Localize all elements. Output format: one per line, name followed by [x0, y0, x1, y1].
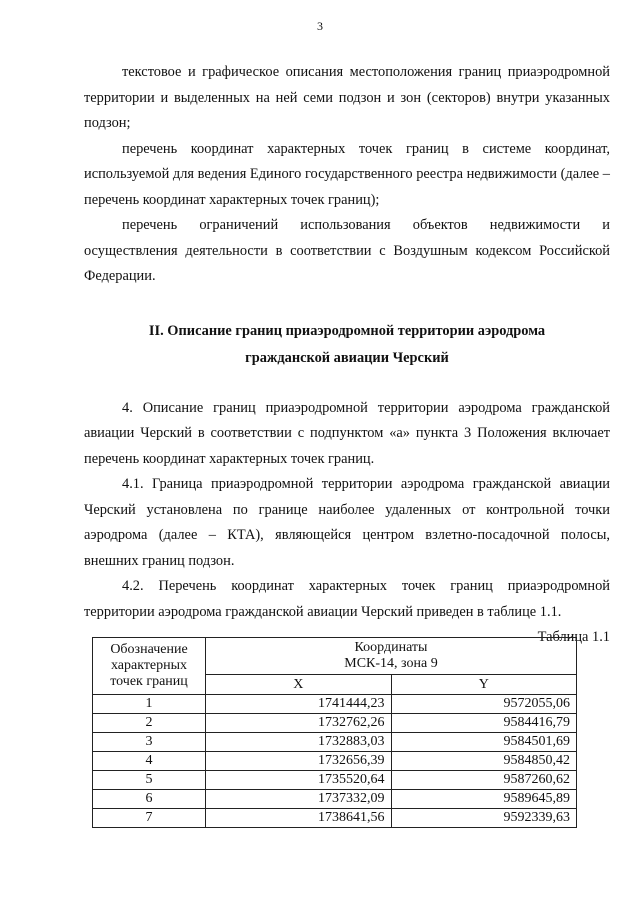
coordinate-x: 1735520,64 [206, 771, 392, 790]
coordinate-y: 9584416,79 [391, 714, 577, 733]
paragraph-text: текстовое и графическое описания местоположения границ приаэродромной территории и выделенных на ней семи подзон и зон (секторов) внутри указанных подзон; [84, 64, 610, 131]
coordinate-x: 1732762,26 [206, 714, 392, 733]
point-number: 2 [93, 714, 206, 733]
table-row [93, 714, 577, 733]
coordinate-y: 9584501,69 [391, 733, 577, 752]
document-body [84, 60, 610, 650]
paragraph-4 [84, 396, 610, 473]
coordinate-y: 9572055,06 [391, 695, 577, 714]
table-row [93, 790, 577, 809]
header-coordinates-system: МСК-14, зона 9 [344, 656, 438, 671]
coordinate-x: 1741444,23 [206, 695, 392, 714]
coordinate-x: 1737332,09 [206, 790, 392, 809]
header-coordinates [206, 638, 577, 675]
paragraph-4-1 [84, 472, 610, 574]
paragraph-text: 4.2. Перечень координат характерных точек границ приаэродромной территории аэродрома гражданской авиации Черский приведен в таблице 1.1. [84, 578, 610, 620]
header-coordinates-title: Координаты [354, 640, 428, 655]
table-caption: Таблица 1.1 [537, 629, 610, 645]
coordinate-y: 9587260,62 [391, 771, 577, 790]
table-row [93, 733, 577, 752]
point-number: 3 [93, 733, 206, 752]
paragraph-4-2 [84, 574, 610, 625]
header-y: Y [391, 675, 577, 695]
table-row [93, 771, 577, 790]
section-heading-line-2: гражданской авиации Черский [245, 349, 449, 366]
page-number: 3 [317, 19, 323, 33]
point-number: 1 [93, 695, 206, 714]
section-heading-line-1: II. Описание границ приаэродромной территории аэродрома [148, 322, 546, 339]
paragraph-text: перечень координат характерных точек границ в системе координат, используемой для ведения Единого государственного реестра недвижимости (далее – перечень координат характерных точек границ); [84, 140, 610, 208]
point-number: 7 [93, 809, 206, 828]
point-number: 6 [93, 790, 206, 809]
coordinate-x: 1738641,56 [206, 809, 392, 828]
coordinate-y: 9584850,42 [391, 752, 577, 771]
paragraph-description [84, 60, 610, 137]
paragraph-text: 4.1. Граница приаэродромной территории аэродрома гражданской авиации Черский установлена по границе наиболее удаленных от контрольной точки аэродрома (далее – КТА), являющейся центром взлетно-посадочной полосы, внешних границ подзон. [84, 476, 610, 569]
table-row [93, 809, 577, 828]
coordinate-x: 1732883,03 [206, 733, 392, 752]
coordinate-y: 9589645,89 [391, 790, 577, 809]
coordinates-table-body [93, 695, 577, 828]
coordinate-y: 9592339,63 [391, 809, 577, 828]
point-number: 4 [93, 752, 206, 771]
paragraph-coordinates-list [84, 137, 610, 214]
header-x: X [206, 675, 392, 695]
paragraph-text: перечень ограничений использования объектов недвижимости и осуществления деятельности в соответствии с Воздушным кодексом Российской Федерации. [84, 217, 610, 284]
table-row [93, 695, 577, 714]
coordinate-x: 1732656,39 [206, 752, 392, 771]
header-point-designation: Обозначение характерных точек границ [93, 638, 206, 695]
point-number: 5 [93, 771, 206, 790]
paragraph-restrictions-list [84, 213, 610, 290]
coordinates-table [92, 637, 577, 828]
table-row [93, 752, 577, 771]
paragraph-text: 4. Описание границ приаэродромной территории аэродрома гражданской авиации Черский в соответствии с подпунктом «а» пункта 3 Положения включает перечень координат характерных точек границ. [84, 399, 610, 467]
